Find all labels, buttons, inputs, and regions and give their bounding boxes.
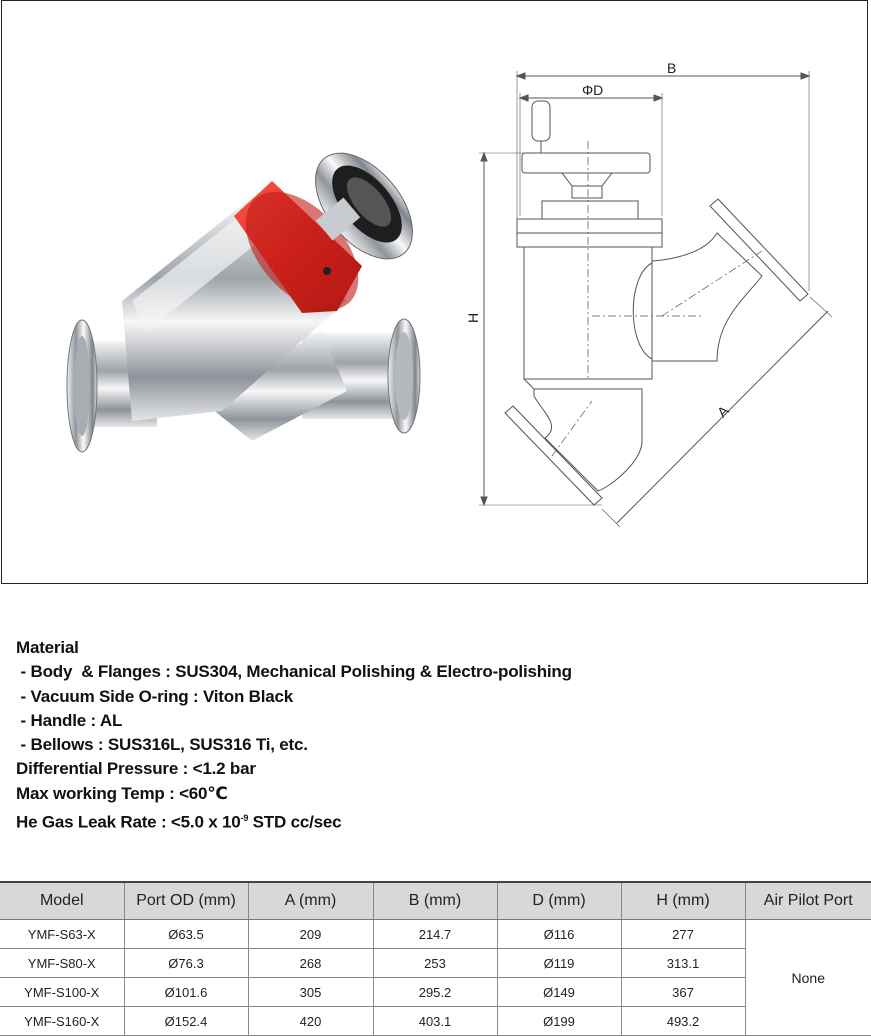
product-illustration (2, 1, 869, 585)
technical-drawing (479, 71, 832, 527)
header-d: D (mm) (497, 882, 621, 920)
valve-photo (67, 135, 431, 452)
dim-a-label: A (713, 402, 732, 421)
spec-table (0, 881, 871, 1036)
header-model: Model (0, 882, 124, 920)
leak-rate-suffix: STD cc/sec (248, 812, 342, 832)
spec-diff-pressure: Differential Pressure : <1.2 bar (16, 759, 256, 779)
material-heading: Material (16, 638, 79, 657)
cell-h: 277 (621, 920, 745, 949)
spec-max-temp: Max working Temp : <60℃ (16, 783, 228, 803)
cell-model: YMF-S100-X (0, 978, 124, 1007)
cell-b: 295.2 (373, 978, 497, 1007)
dim-h-label: H (465, 312, 481, 323)
cell-a: 420 (248, 1007, 373, 1036)
table-row (0, 1007, 871, 1036)
cell-port-od: Ø152.4 (124, 1007, 248, 1036)
cell-h: 367 (621, 978, 745, 1007)
header-port-od: Port OD (mm) (124, 882, 248, 920)
leak-rate-prefix: He Gas Leak Rate : <5.0 x 10 (16, 812, 241, 832)
cell-port-od: Ø101.6 (124, 978, 248, 1007)
cell-a: 305 (248, 978, 373, 1007)
cell-a: 268 (248, 949, 373, 978)
cell-b: 253 (373, 949, 497, 978)
header-air-pilot-port: Air Pilot Port (745, 882, 871, 920)
spec-body-flanges: - Body & Flanges : SUS304, Mechanical Polishing & Electro-polishing (16, 662, 572, 682)
header-b: B (mm) (373, 882, 497, 920)
header-a: A (mm) (248, 882, 373, 920)
header-h: H (mm) (621, 882, 745, 920)
cell-b: 214.7 (373, 920, 497, 949)
cell-d: Ø116 (497, 920, 621, 949)
specifications (16, 636, 572, 835)
product-figure (1, 0, 868, 584)
spec-leak-rate (16, 806, 572, 835)
cell-h: 493.2 (621, 1007, 745, 1036)
cell-port-od: Ø63.5 (124, 920, 248, 949)
cell-model: YMF-S160-X (0, 1007, 124, 1036)
cell-d: Ø119 (497, 949, 621, 978)
cell-b: 403.1 (373, 1007, 497, 1036)
dim-d-label: ΦD (582, 82, 604, 98)
table-header-row (0, 882, 871, 920)
dim-b-label: B (667, 60, 677, 76)
spec-handle: - Handle : AL (16, 710, 123, 730)
cell-d: Ø199 (497, 1007, 621, 1036)
cell-model: YMF-S63-X (0, 920, 124, 949)
table-row (0, 920, 871, 949)
table-row (0, 949, 871, 978)
cell-a: 209 (248, 920, 373, 949)
leak-rate-exponent: -9 (240, 813, 249, 824)
cell-h: 313.1 (621, 949, 745, 978)
spec-oring: - Vacuum Side O-ring : Viton Black (16, 686, 294, 706)
cell-air-pilot-port: None (745, 920, 871, 1036)
cell-port-od: Ø76.3 (124, 949, 248, 978)
cell-model: YMF-S80-X (0, 949, 124, 978)
table-row (0, 978, 871, 1007)
cell-d: Ø149 (497, 978, 621, 1007)
spec-bellows: - Bellows : SUS316L, SUS316 Ti, etc. (16, 735, 308, 755)
